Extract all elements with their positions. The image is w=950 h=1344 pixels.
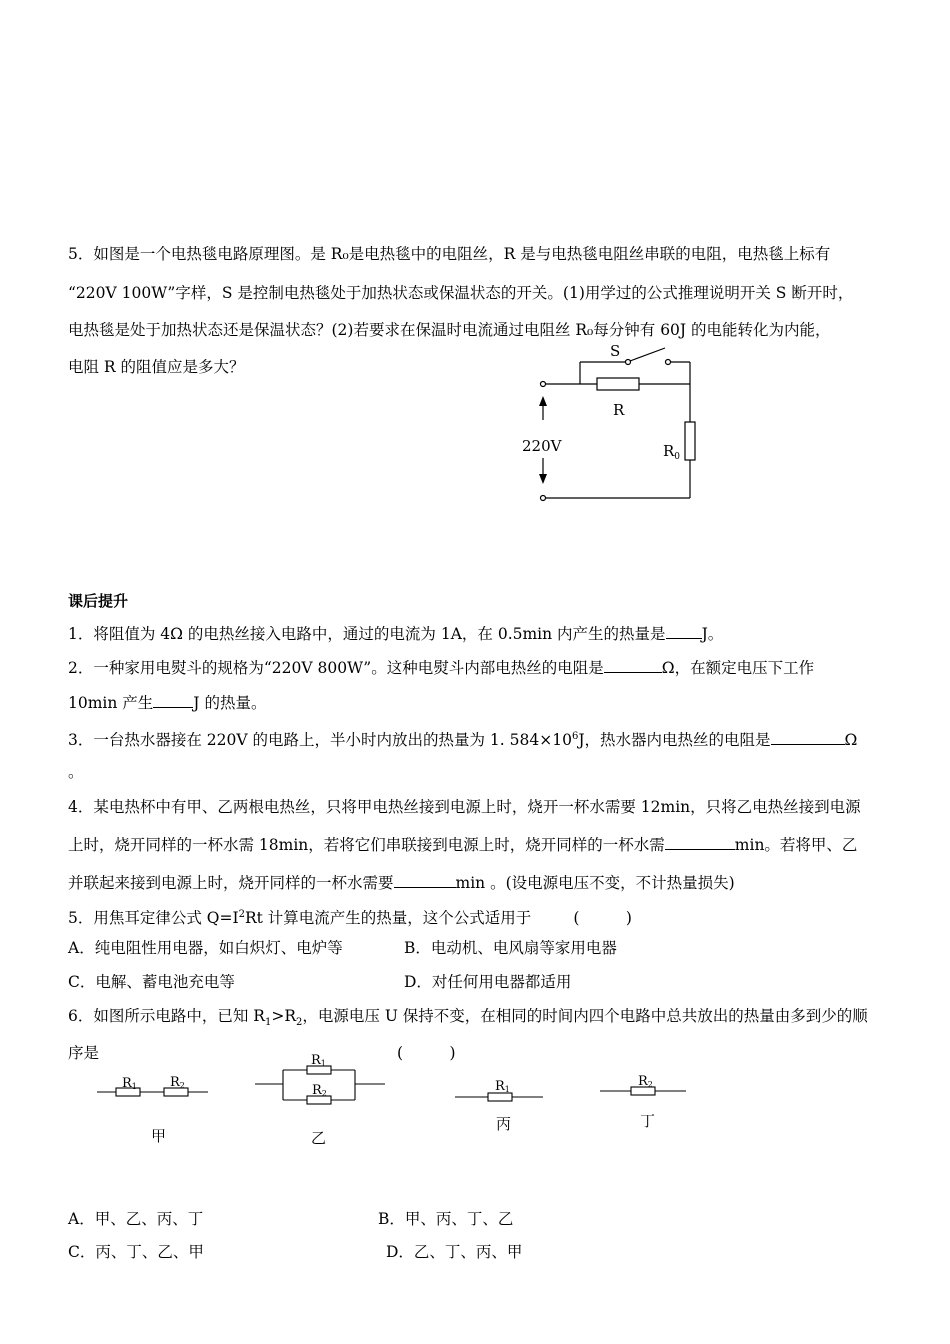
switch-label: S: [610, 342, 621, 360]
answer-blank[interactable]: [771, 729, 845, 745]
q5-option-c[interactable]: C．电解、蓄电池充电等: [68, 973, 235, 991]
question-6-cont: 序是: [68, 1044, 100, 1062]
yi-r1-label: R1: [311, 1053, 326, 1068]
resistor-r-label: R: [613, 401, 625, 419]
answer-blank[interactable]: [665, 834, 735, 850]
jia-r1-label: R1: [122, 1076, 137, 1091]
q5-option-b[interactable]: B．电动机、电风扇等家用电器: [404, 939, 617, 957]
label-bing: 丙: [496, 1115, 512, 1133]
q5-option-a[interactable]: A．纯电阻性用电器，如白炽灯、电炉等: [68, 939, 343, 957]
q5-line1: 5．如图是一个电热毯电路原理图。是 R₀是电热毯中的电阻丝，R 是与电热毯电阻丝串联的电阻，电热毯上标有: [68, 245, 831, 263]
q5-line4: 电阻 R 的阻值应是多大？: [68, 358, 245, 376]
question-1: 1．将阻值为 4Ω 的电热丝接入电路中，通过的电流为 1A，在 0.5min 内产生的热量是 J。: [68, 625, 724, 643]
question-6: 6．如图所示电路中，已知 $R_1>R_2$，电源电压 U 保持不变，在相同的时间内四个电路中总共放出的热量由多到少的顺: [68, 1007, 868, 1029]
question-4-cont2: 并联起来接到电源上时，烧开同样的一杯水需要 min 。(设电源电压不变，不计热量损失): [68, 874, 735, 892]
q6-option-b[interactable]: B．甲、丙、丁、乙: [378, 1210, 514, 1228]
q5-line3: 电热毯是处于加热状态还是保温状态？(2)若要求在保温时电流通过电阻丝 R₀每分钟有 60J 的电能转化为内能，: [68, 321, 831, 339]
yi-r2-label: R2: [312, 1083, 327, 1098]
question-3: 3．一台热水器接在 220V 的电路上，半小时内放出的热量为 1. $584\times 10^6J$，热水器内电热丝的电阻是 Ω: [68, 731, 858, 750]
bing-r1-label: R1: [495, 1079, 510, 1094]
jia-r2-label: R2: [170, 1075, 185, 1090]
answer-blank[interactable]: [394, 872, 456, 888]
question-5: 5．用焦耳定律公式 $Q=I^2Rt$ 计算电流产生的热量，这个公式适用于 ( ): [68, 909, 632, 928]
question-4-cont: 上时，烧开同样的一杯水需 18min，若将它们串联接到电源上时，烧开同样的一杯水需 min。若将甲、乙: [68, 836, 858, 854]
label-yi: 乙: [311, 1129, 327, 1147]
question-2-cont: 10min 产生 J 的热量。: [68, 694, 267, 712]
question-4: 4．某电热杯中有甲、乙两根电热丝，只将甲电热丝接到电源上时，烧开一杯水需要 12min，只将乙电热丝接到电源: [68, 798, 861, 816]
label-ding: 丁: [640, 1112, 656, 1130]
ding-r2-label: R2: [638, 1074, 653, 1089]
resistor-r0-label: $R_0$: [663, 442, 681, 462]
voltage-label: 220V: [522, 437, 562, 455]
electric-blanket-circuit: [0, 0, 950, 600]
q6-circuits: [0, 1040, 950, 1160]
q5-option-d[interactable]: D．对任何用电器都适用: [404, 973, 572, 991]
q5-line2: “220V 100W”字样，S 是控制电热毯处于加热状态或保温状态的开关。(1)用学过的公式推理说明开关 S 断开时，: [68, 284, 854, 302]
q6-option-d[interactable]: D．乙、丁、丙、甲: [386, 1243, 523, 1261]
question-3-end: 。: [68, 763, 84, 781]
q6-option-a[interactable]: A．甲、乙、丙、丁: [68, 1210, 204, 1228]
q6-option-c[interactable]: C．丙、丁、乙、甲: [68, 1243, 204, 1261]
question-6-paren: ( ): [397, 1044, 456, 1062]
label-jia: 甲: [151, 1127, 167, 1145]
section-title: 课后提升: [68, 592, 129, 610]
answer-blank[interactable]: [604, 657, 662, 673]
question-2: 2．一种家用电熨斗的规格为“220V 800W”。这种电熨斗内部电热丝的电阻是 Ω，在额定电压下工作: [68, 659, 815, 677]
answer-blank[interactable]: [666, 623, 702, 639]
answer-blank[interactable]: [153, 692, 193, 708]
